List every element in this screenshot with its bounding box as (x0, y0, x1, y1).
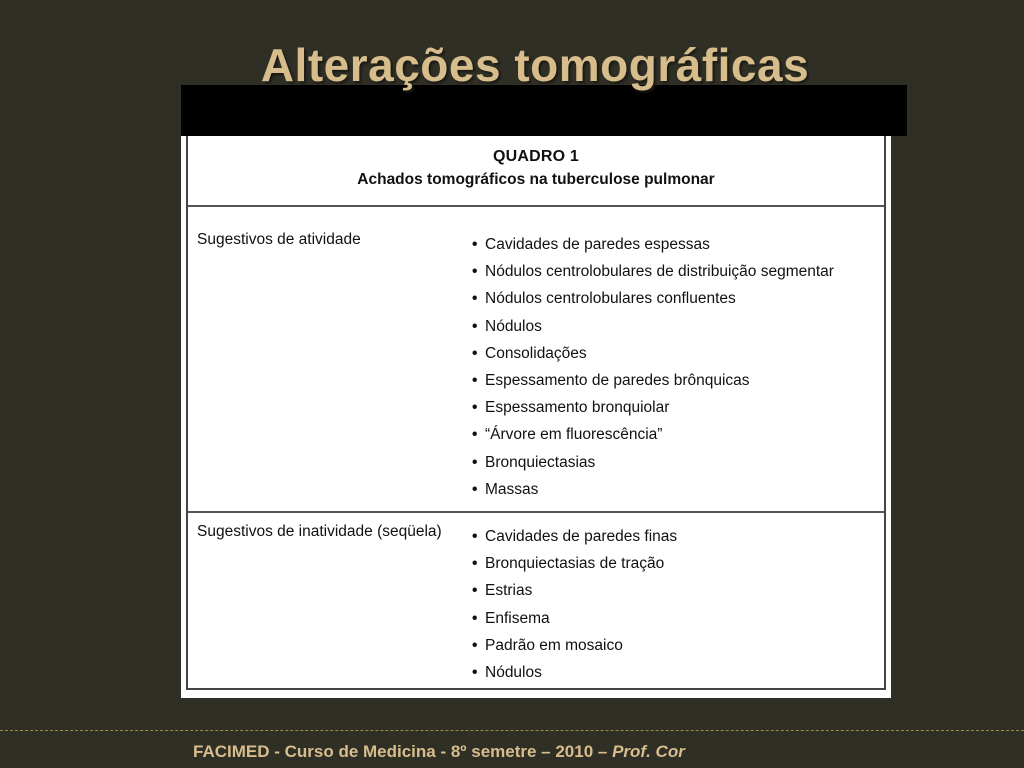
list-item: • Espessamento bronquiolar (472, 394, 834, 421)
list-item: • “Árvore em fluorescência” (472, 421, 834, 448)
table-label: QUADRO 1 (492, 148, 580, 165)
findings-table (186, 136, 886, 690)
list-item: • Nódulos (472, 313, 834, 340)
table-caption: Achados tomográficos na tuberculose pulmonar (357, 171, 715, 188)
table-row-inactivity (188, 513, 884, 688)
list-item: • Cavidades de paredes finas (472, 523, 677, 550)
list-item: • Bronquiectasias de tração (472, 550, 677, 577)
list-item: • Nódulos centrolobulares de distribuição segmentar (472, 258, 834, 285)
footer-author: Prof. Cor (612, 742, 685, 761)
list-item: • Estrias (472, 577, 677, 604)
list-item: • Cavidades de paredes espessas (472, 231, 834, 258)
slide-title: Alterações tomográficas (260, 39, 810, 91)
finding-list (472, 523, 677, 686)
black-band (181, 85, 907, 136)
list-item: • Consolidações (472, 340, 834, 367)
finding-list (472, 231, 834, 503)
list-item: • Massas (472, 476, 834, 503)
slide-footer (193, 742, 1024, 762)
table-header (188, 136, 884, 207)
row-category-label: Sugestivos de atividade (197, 231, 361, 248)
list-item: • Padrão em mosaico (472, 632, 677, 659)
table-row-activity (188, 207, 884, 513)
list-item: • Nódulos (472, 659, 677, 686)
footer-divider (0, 730, 1024, 731)
row-category-label: Sugestivos de inatividade (seqüela) (197, 523, 442, 540)
table-figure (181, 136, 891, 698)
list-item: • Bronquiectasias (472, 449, 834, 476)
list-item: • Espessamento de paredes brônquicas (472, 367, 834, 394)
footer-text: FACIMED - Curso de Medicina - 8º semetre – 2010 – (193, 742, 608, 761)
list-item: • Nódulos centrolobulares confluentes (472, 285, 834, 312)
list-item: • Enfisema (472, 605, 677, 632)
